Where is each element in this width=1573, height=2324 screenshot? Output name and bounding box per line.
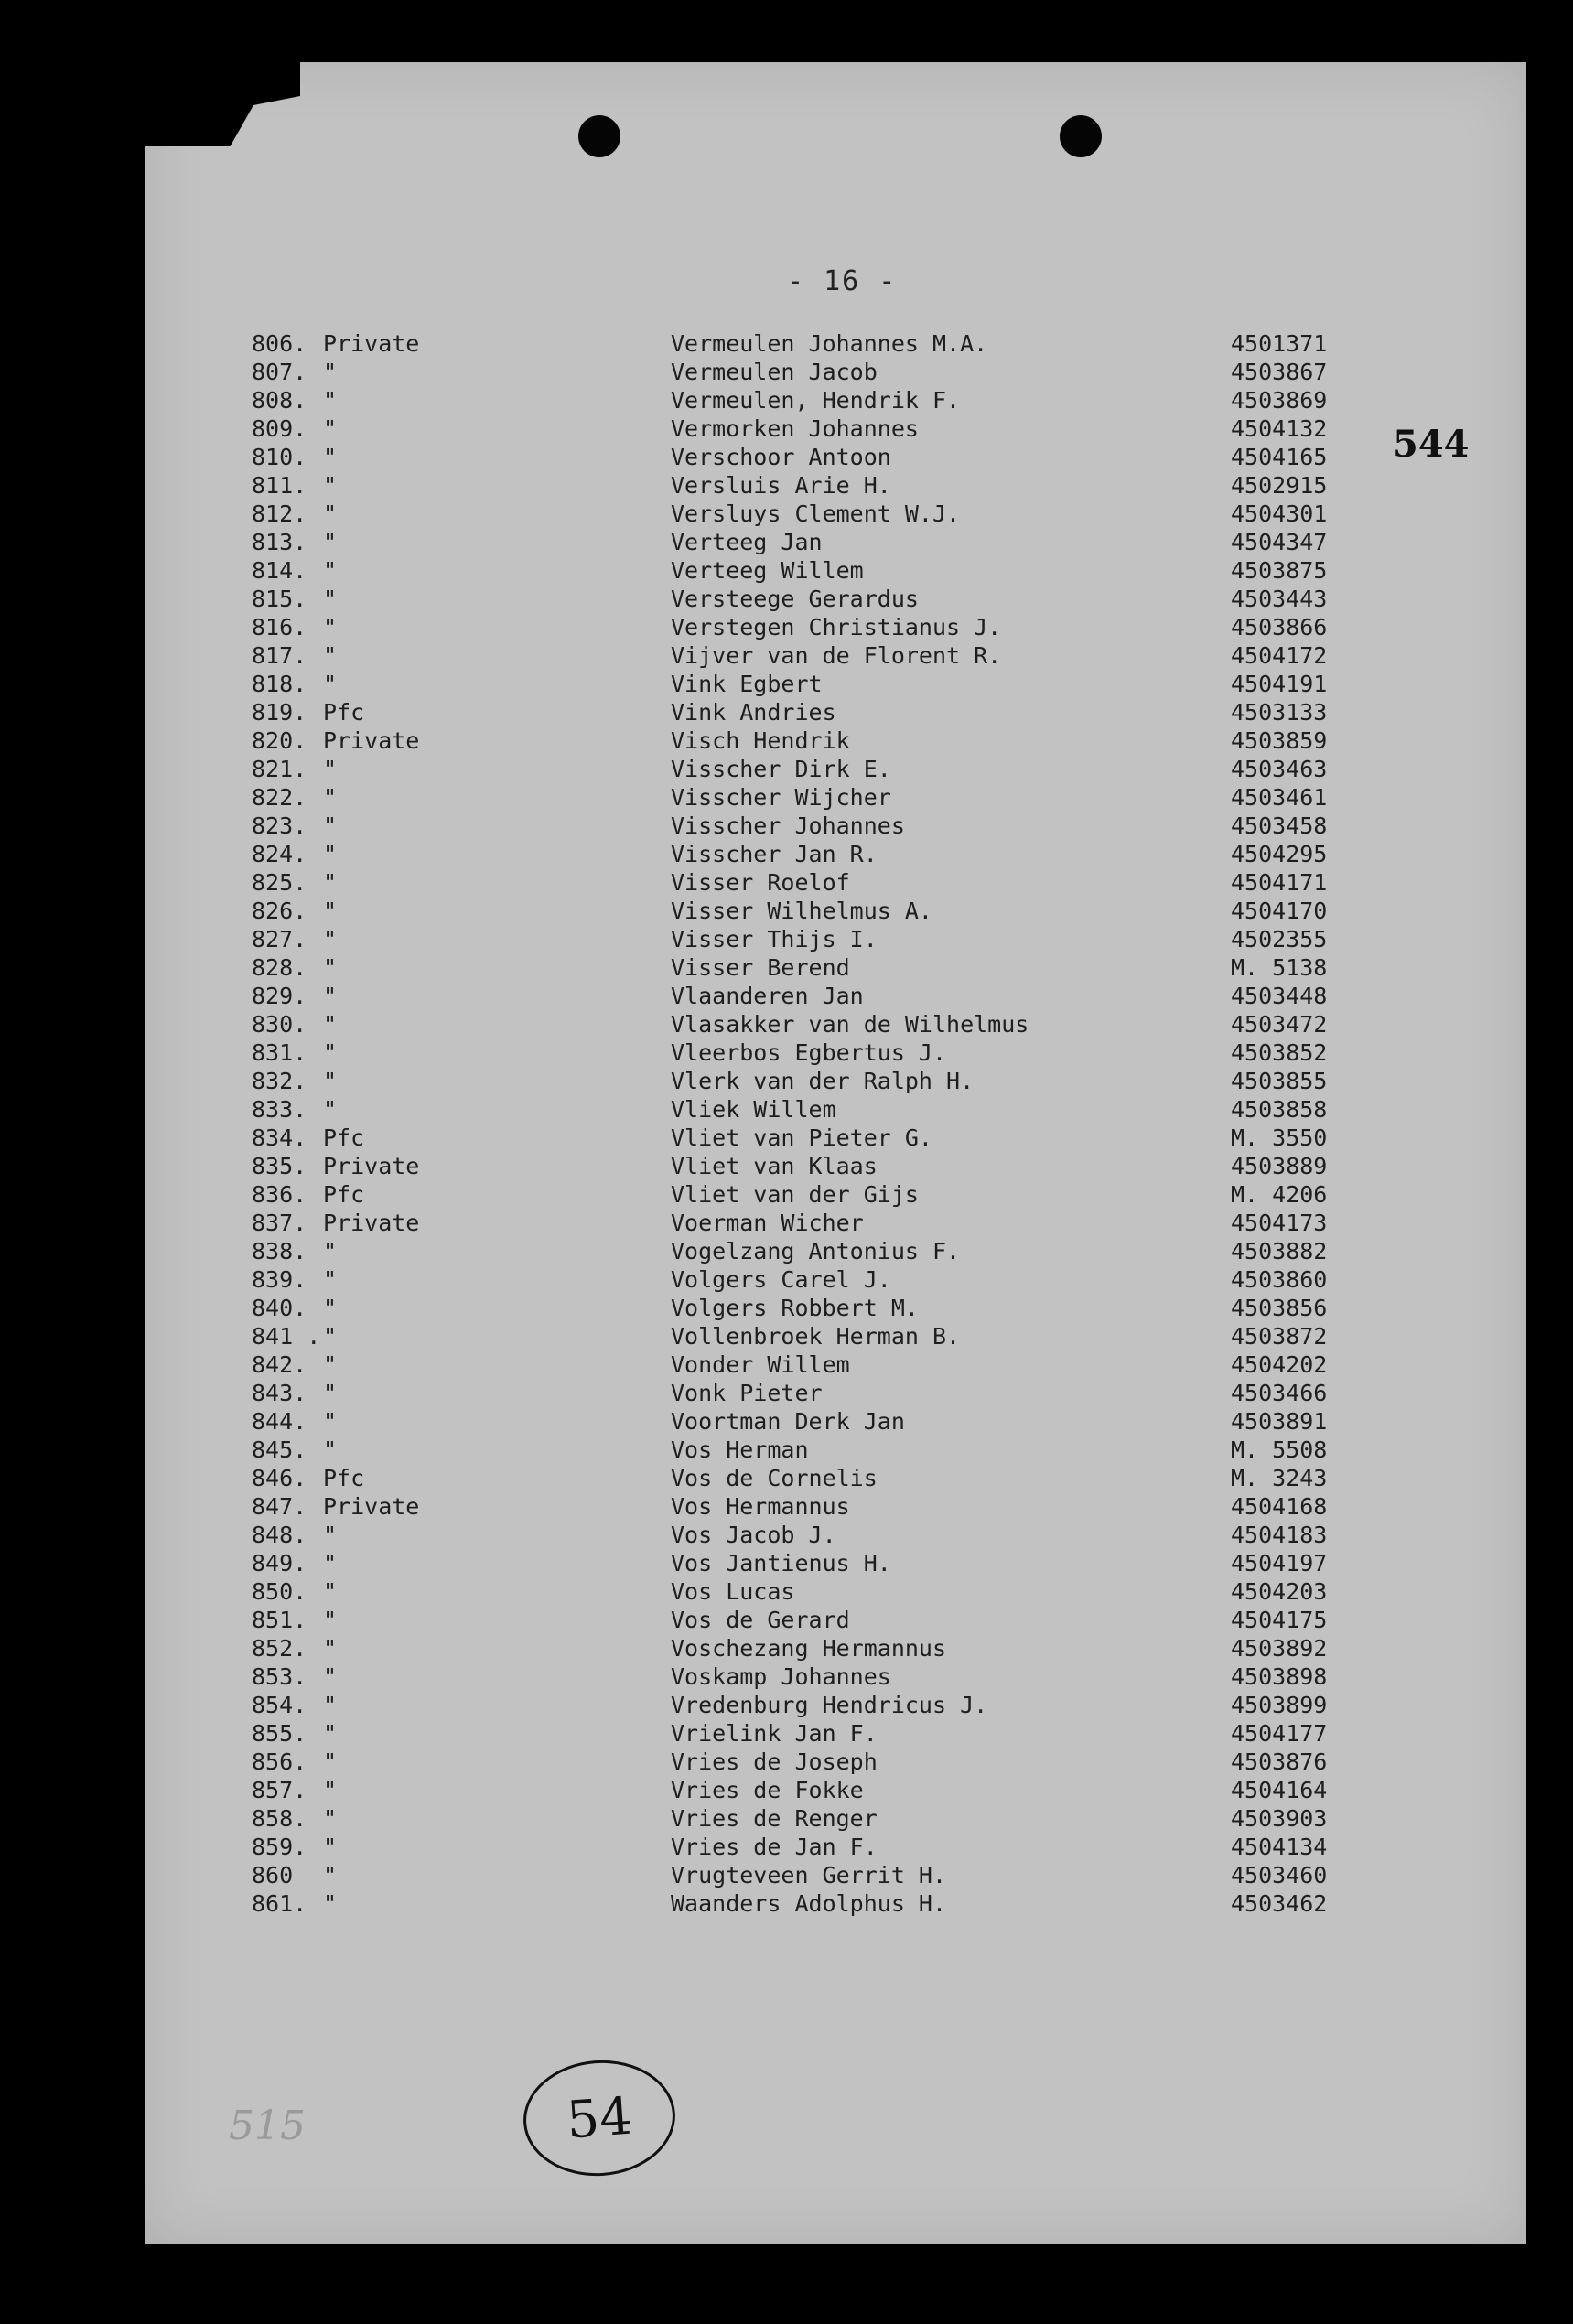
roster-row: [252, 1577, 1386, 1606]
roster-row: [252, 1152, 1386, 1180]
roster-name: Verstegen Christianus J.: [671, 614, 1002, 640]
roster-row: [252, 1124, 1386, 1152]
roster-name: Vink Egbert: [671, 671, 823, 697]
roster-row: [252, 386, 1386, 414]
roster-row: [252, 1067, 1386, 1095]
roster-number: 857.: [252, 1777, 307, 1803]
roster-name: Visscher Dirk E.: [671, 756, 891, 782]
roster-name: Verteeg Willem: [671, 557, 864, 584]
roster-serial: 4504203: [1231, 1578, 1328, 1605]
roster-name: Voskamp Johannes: [671, 1663, 891, 1690]
roster-number: 842.: [252, 1351, 307, 1378]
roster-rank: ": [323, 1550, 338, 1576]
roster-number: 810.: [252, 444, 307, 470]
roster-rank: ": [323, 1323, 338, 1350]
roster-rank: ": [323, 1295, 338, 1321]
roster-number: 811.: [252, 472, 307, 499]
roster-name: Vries de Jan F.: [671, 1834, 878, 1860]
roster-serial: 4503875: [1231, 557, 1328, 584]
roster-name: Vlaanderen Jan: [671, 983, 864, 1009]
roster-number: 814.: [252, 557, 307, 584]
roster-row: [252, 613, 1386, 641]
roster-serial: M. 3550: [1231, 1124, 1328, 1151]
roster-row: [252, 1294, 1386, 1322]
roster-row: [252, 1407, 1386, 1436]
roster-row: [252, 1634, 1386, 1662]
roster-serial: 4503463: [1231, 756, 1328, 782]
roster-serial: 4503860: [1231, 1266, 1328, 1293]
roster-serial: 4503869: [1231, 387, 1328, 414]
roster-rank: Pfc: [323, 1181, 365, 1208]
roster-number: 836.: [252, 1181, 307, 1208]
roster-rank: ": [323, 1663, 338, 1690]
roster-rank: Private: [323, 1493, 420, 1520]
roster-rank: ": [323, 1777, 338, 1803]
roster-rank: ": [323, 529, 338, 555]
roster-row: [252, 1748, 1386, 1776]
roster-row: [252, 1265, 1386, 1294]
roster-name: Vos de Gerard: [671, 1607, 850, 1633]
roster-rank: ": [323, 1039, 338, 1066]
roster-name: Versteege Gerardus: [671, 586, 919, 612]
roster-rank: ": [323, 1238, 338, 1264]
roster-row: [252, 897, 1386, 925]
roster-rank: ": [323, 1351, 338, 1378]
roster-serial: 4504202: [1231, 1351, 1328, 1378]
roster-row: [252, 1804, 1386, 1833]
roster-number: 828.: [252, 954, 307, 981]
roster-serial: 4504173: [1231, 1210, 1328, 1236]
roster-serial: 4504183: [1231, 1522, 1328, 1548]
roster-name: Visser Thijs I.: [671, 926, 878, 952]
roster-number: 833.: [252, 1096, 307, 1123]
roster-number: 806.: [252, 330, 307, 357]
roster-number: 858.: [252, 1805, 307, 1832]
roster-serial: 4503443: [1231, 586, 1328, 612]
roster-name: Versluys Clement W.J.: [671, 500, 961, 527]
roster-serial: 4503898: [1231, 1663, 1328, 1690]
roster-name: Vermeulen Johannes M.A.: [671, 330, 988, 357]
roster-number: 852.: [252, 1635, 307, 1662]
roster-name: Visscher Jan R.: [671, 841, 878, 867]
roster-row: [252, 528, 1386, 556]
roster-number: 846.: [252, 1465, 307, 1491]
roster-row: [252, 1861, 1386, 1889]
roster-rank: ": [323, 1266, 338, 1293]
roster-name: Vos de Cornelis: [671, 1465, 878, 1491]
roster-serial: 4503882: [1231, 1238, 1328, 1264]
roster-row: [252, 1209, 1386, 1237]
roster-rank: ": [323, 756, 338, 782]
roster-name: Voortman Derk Jan: [671, 1408, 905, 1435]
roster-rank: Private: [323, 1210, 420, 1236]
roster-number: 809.: [252, 415, 307, 442]
roster-rank: ": [323, 812, 338, 839]
roster-name: Vries de Joseph: [671, 1748, 878, 1775]
roster-rank: Pfc: [323, 1465, 365, 1491]
roster-name: Vermeulen, Hendrik F.: [671, 387, 961, 414]
roster-row: [252, 414, 1386, 443]
roster-number: 807.: [252, 359, 307, 385]
roster-name: Vleerbos Egbertus J.: [671, 1039, 947, 1066]
roster-name: Vliek Willem: [671, 1096, 836, 1123]
roster-row: [252, 1350, 1386, 1379]
roster-serial: 4504301: [1231, 500, 1328, 527]
roster-name: Visser Berend: [671, 954, 850, 981]
roster-rank: Private: [323, 330, 420, 357]
roster-number: 829.: [252, 983, 307, 1009]
roster-serial: 4504168: [1231, 1493, 1328, 1520]
roster-name: Vos Hermannus: [671, 1493, 850, 1520]
roster-name: Vries de Fokke: [671, 1777, 864, 1803]
roster-row: [252, 1691, 1386, 1719]
roster-serial: 4503448: [1231, 983, 1328, 1009]
roster-row: [252, 1180, 1386, 1209]
roster-number: 816.: [252, 614, 307, 640]
roster-name: Vermorken Johannes: [671, 415, 919, 442]
roster-name: Vliet van Klaas: [671, 1153, 878, 1179]
roster-row: [252, 1464, 1386, 1492]
roster-number: 832.: [252, 1068, 307, 1094]
roster-row: [252, 783, 1386, 812]
roster-name: Waanders Adolphus H.: [671, 1890, 947, 1917]
roster-name: Visser Wilhelmus A.: [671, 898, 932, 924]
roster-row: [252, 1889, 1386, 1918]
roster-rank: ": [323, 1890, 338, 1917]
roster-number: 808.: [252, 387, 307, 414]
roster-number: 826.: [252, 898, 307, 924]
roster-rank: ": [323, 1748, 338, 1775]
roster-rank: ": [323, 1862, 338, 1888]
roster-number: 851.: [252, 1607, 307, 1633]
roster-name: Visscher Wijcher: [671, 784, 891, 811]
roster-name: Vonk Pieter: [671, 1380, 823, 1406]
punch-hole-left: [578, 115, 620, 157]
roster-number: 827.: [252, 926, 307, 952]
roster-row: [252, 1549, 1386, 1577]
roster-serial: 4504165: [1231, 444, 1328, 470]
roster-serial: 4503899: [1231, 1692, 1328, 1718]
roster-rank: ": [323, 1011, 338, 1038]
roster-name: Voschezang Hermannus: [671, 1635, 947, 1662]
roster-rank: ": [323, 869, 338, 896]
roster-rank: ": [323, 1408, 338, 1435]
roster-rank: ": [323, 1635, 338, 1662]
roster-number: 819.: [252, 699, 307, 726]
roster-name: Vonder Willem: [671, 1351, 850, 1378]
roster-serial: 4504134: [1231, 1834, 1328, 1860]
roster-number: 823.: [252, 812, 307, 839]
roster-rank: ": [323, 444, 338, 470]
roster-number: 822.: [252, 784, 307, 811]
roster-serial: 4503472: [1231, 1011, 1328, 1038]
roster-name: Vlerk van der Ralph H.: [671, 1068, 975, 1094]
roster-serial: 4504347: [1231, 529, 1328, 555]
roster-rank: ": [323, 898, 338, 924]
roster-number: 815.: [252, 586, 307, 612]
roster-list: [252, 329, 1386, 1918]
roster-serial: M. 5138: [1231, 954, 1328, 981]
roster-name: Visscher Johannes: [671, 812, 905, 839]
roster-row: [252, 1010, 1386, 1038]
roster-rank: ": [323, 1380, 338, 1406]
roster-serial: 4501371: [1231, 330, 1328, 357]
roster-name: Volgers Robbert M.: [671, 1295, 919, 1321]
roster-row: [252, 1606, 1386, 1634]
roster-number: 855.: [252, 1720, 307, 1747]
roster-number: 845.: [252, 1436, 307, 1463]
roster-name: Vliet van Pieter G.: [671, 1124, 932, 1151]
roster-rank: ": [323, 500, 338, 527]
circled-note-text: 54: [565, 2086, 634, 2150]
roster-name: Vermeulen Jacob: [671, 359, 878, 385]
roster-row: [252, 1237, 1386, 1265]
roster-row: [252, 1719, 1386, 1748]
roster-number: 841 .: [252, 1323, 321, 1350]
roster-rank: ": [323, 1692, 338, 1718]
roster-rank: ": [323, 1522, 338, 1548]
roster-row: [252, 1038, 1386, 1067]
roster-name: Vink Andries: [671, 699, 836, 726]
roster-name: Vogelzang Antonius F.: [671, 1238, 961, 1264]
roster-row: [252, 840, 1386, 868]
roster-name: Vredenburg Hendricus J.: [671, 1692, 988, 1718]
roster-number: 849.: [252, 1550, 307, 1576]
roster-rank: ": [323, 472, 338, 499]
roster-serial: 4503876: [1231, 1748, 1328, 1775]
roster-name: Vijver van de Florent R.: [671, 642, 1002, 669]
roster-serial: 4503856: [1231, 1295, 1328, 1321]
roster-serial: 4503852: [1231, 1039, 1328, 1066]
roster-name: Voerman Wicher: [671, 1210, 864, 1236]
roster-row: [252, 1379, 1386, 1407]
roster-serial: 4503133: [1231, 699, 1328, 726]
roster-row: [252, 812, 1386, 840]
roster-row: [252, 953, 1386, 982]
roster-row: [252, 755, 1386, 783]
roster-serial: 4503460: [1231, 1862, 1328, 1888]
roster-rank: ": [323, 1720, 338, 1747]
roster-row: [252, 641, 1386, 670]
roster-serial: 4503858: [1231, 1096, 1328, 1123]
roster-name: Vliet van der Gijs: [671, 1181, 919, 1208]
roster-rank: ": [323, 415, 338, 442]
roster-row: [252, 1492, 1386, 1521]
roster-number: 840.: [252, 1295, 307, 1321]
roster-row: [252, 868, 1386, 897]
roster-name: Verteeg Jan: [671, 529, 823, 555]
roster-number: 812.: [252, 500, 307, 527]
page-number: - 16 -: [787, 265, 898, 297]
roster-name: Vlasakker van de Wilhelmus: [671, 1011, 1029, 1038]
roster-name: Vos Herman: [671, 1436, 809, 1463]
roster-row: [252, 698, 1386, 726]
roster-serial: 4503855: [1231, 1068, 1328, 1094]
roster-row: [252, 1322, 1386, 1350]
roster-rank: ": [323, 642, 338, 669]
roster-number: 861.: [252, 1890, 307, 1917]
roster-serial: M. 5508: [1231, 1436, 1328, 1463]
roster-number: 860: [252, 1862, 294, 1888]
roster-serial: 4503466: [1231, 1380, 1328, 1406]
roster-row: [252, 726, 1386, 755]
roster-serial: 4503859: [1231, 727, 1328, 754]
roster-serial: 4503891: [1231, 1408, 1328, 1435]
roster-serial: 4504132: [1231, 415, 1328, 442]
roster-row: [252, 925, 1386, 953]
roster-serial: 4504170: [1231, 898, 1328, 924]
roster-row: [252, 500, 1386, 528]
roster-rank: ": [323, 1578, 338, 1605]
roster-rank: ": [323, 586, 338, 612]
roster-rank: ": [323, 1834, 338, 1860]
roster-number: 824.: [252, 841, 307, 867]
roster-rank: ": [323, 557, 338, 584]
roster-rank: ": [323, 387, 338, 414]
roster-rank: Pfc: [323, 1124, 365, 1151]
roster-rank: ": [323, 926, 338, 952]
roster-number: 818.: [252, 671, 307, 697]
roster-serial: 4504175: [1231, 1607, 1328, 1633]
roster-name: Vrielink Jan F.: [671, 1720, 878, 1747]
roster-name: Verschoor Antoon: [671, 444, 891, 470]
roster-row: [252, 982, 1386, 1010]
roster-number: 825.: [252, 869, 307, 896]
roster-serial: 4503458: [1231, 812, 1328, 839]
roster-row: [252, 329, 1386, 358]
roster-number: 856.: [252, 1748, 307, 1775]
roster-number: 813.: [252, 529, 307, 555]
roster-rank: ": [323, 1068, 338, 1094]
roster-rank: ": [323, 359, 338, 385]
roster-name: Vollenbroek Herman B.: [671, 1323, 961, 1350]
roster-number: 847.: [252, 1493, 307, 1520]
roster-name: Vos Jantienus H.: [671, 1550, 891, 1576]
roster-serial: 4503889: [1231, 1153, 1328, 1179]
roster-number: 853.: [252, 1663, 307, 1690]
roster-serial: 4502355: [1231, 926, 1328, 952]
roster-serial: 4503872: [1231, 1323, 1328, 1350]
roster-serial: 4503867: [1231, 359, 1328, 385]
roster-rank: ": [323, 841, 338, 867]
roster-serial: M. 3243: [1231, 1465, 1328, 1491]
roster-number: 848.: [252, 1522, 307, 1548]
roster-serial: 4504164: [1231, 1777, 1328, 1803]
roster-serial: 4503866: [1231, 614, 1328, 640]
roster-rank: ": [323, 1805, 338, 1832]
roster-number: 839.: [252, 1266, 307, 1293]
roster-serial: 4504197: [1231, 1550, 1328, 1576]
roster-rank: ": [323, 983, 338, 1009]
roster-name: Vos Jacob J.: [671, 1522, 836, 1548]
roster-name: Vries de Renger: [671, 1805, 878, 1832]
roster-number: 820.: [252, 727, 307, 754]
roster-number: 854.: [252, 1692, 307, 1718]
roster-rank: ": [323, 784, 338, 811]
roster-rank: Private: [323, 1153, 420, 1179]
roster-name: Versluis Arie H.: [671, 472, 891, 499]
roster-serial: 4504295: [1231, 841, 1328, 867]
roster-serial: 4503461: [1231, 784, 1328, 811]
roster-serial: 4504177: [1231, 1720, 1328, 1747]
roster-rank: ": [323, 671, 338, 697]
roster-name: Vrugteveen Gerrit H.: [671, 1862, 947, 1888]
roster-row: [252, 585, 1386, 613]
roster-rank: ": [323, 614, 338, 640]
pencil-note: 515: [229, 2103, 306, 2149]
roster-name: Volgers Carel J.: [671, 1266, 891, 1293]
roster-number: 817.: [252, 642, 307, 669]
roster-row: [252, 1776, 1386, 1804]
roster-row: [252, 556, 1386, 585]
roster-rank: Pfc: [323, 699, 365, 726]
roster-number: 834.: [252, 1124, 307, 1151]
roster-row: [252, 1436, 1386, 1464]
punch-hole-right: [1060, 115, 1102, 157]
roster-serial: 4504171: [1231, 869, 1328, 896]
roster-rank: ": [323, 1436, 338, 1463]
roster-rank: ": [323, 1096, 338, 1123]
roster-serial: 4503462: [1231, 1890, 1328, 1917]
roster-rank: Private: [323, 727, 420, 754]
roster-row: [252, 670, 1386, 698]
roster-number: 837.: [252, 1210, 307, 1236]
roster-rank: ": [323, 1607, 338, 1633]
roster-number: 844.: [252, 1408, 307, 1435]
roster-number: 821.: [252, 756, 307, 782]
roster-serial: 4504172: [1231, 642, 1328, 669]
roster-row: [252, 443, 1386, 471]
roster-number: 850.: [252, 1578, 307, 1605]
roster-name: Visch Hendrik: [671, 727, 850, 754]
roster-rank: ": [323, 954, 338, 981]
roster-serial: 4503903: [1231, 1805, 1328, 1832]
roster-row: [252, 358, 1386, 386]
roster-number: 831.: [252, 1039, 307, 1066]
roster-row: [252, 1095, 1386, 1124]
roster-row: [252, 1521, 1386, 1549]
roster-serial: M. 4206: [1231, 1181, 1328, 1208]
roster-row: [252, 471, 1386, 500]
stamp-number: 544: [1393, 423, 1470, 466]
roster-number: 843.: [252, 1380, 307, 1406]
roster-number: 835.: [252, 1153, 307, 1179]
roster-number: 838.: [252, 1238, 307, 1264]
roster-name: Vos Lucas: [671, 1578, 795, 1605]
roster-number: 830.: [252, 1011, 307, 1038]
roster-serial: 4504191: [1231, 671, 1328, 697]
roster-row: [252, 1833, 1386, 1861]
roster-name: Visser Roelof: [671, 869, 850, 896]
roster-serial: 4502915: [1231, 472, 1328, 499]
roster-row: [252, 1662, 1386, 1691]
roster-serial: 4503892: [1231, 1635, 1328, 1662]
roster-number: 859.: [252, 1834, 307, 1860]
